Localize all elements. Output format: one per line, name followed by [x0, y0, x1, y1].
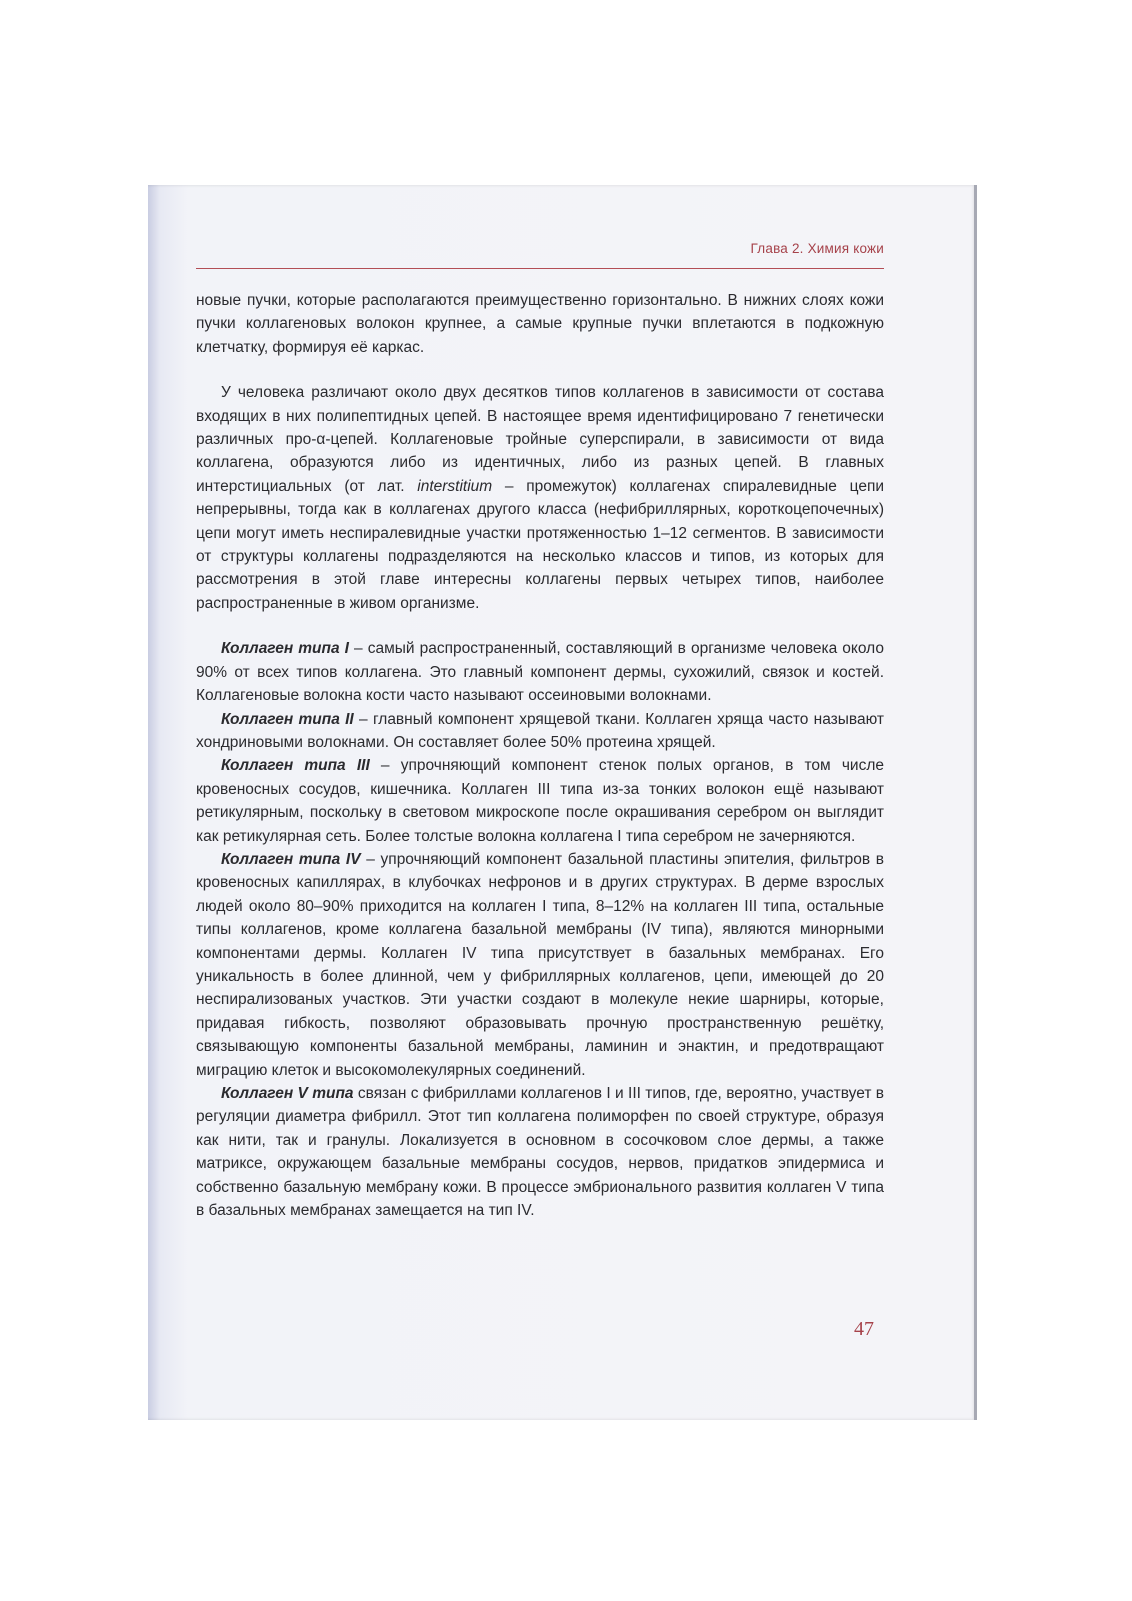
term-collagen-type-1: Коллаген типа I [221, 640, 349, 658]
paragraph-collagen-type-4 [196, 848, 884, 1082]
paragraph-text: У человека различают около двух десятков типов коллагенов в зависимости от состава входящих в них полипептидных цепей. В настоящее время идентифицировано 7 генетически различных про-α-цепей. Коллагеновые тройные суперспирали, в зависимости от вида коллагена, образуются либо из идентичных, либо из разных цепей. В главных интерстициальных (от лат. [196, 384, 884, 495]
latin-term: interstitium [417, 477, 493, 495]
running-head: Глава 2. Химия кожи [750, 241, 884, 256]
book-page [148, 185, 977, 1420]
paragraph-text: – главный компонент хрящевой ткани. Коллаген хряща часто называют хондриновыми волокнами. Он составляет более 50% протеина хрящей. [196, 710, 884, 751]
term-collagen-type-5: Коллаген V типа [221, 1085, 354, 1102]
term-collagen-type-3: Коллаген типа III [221, 757, 370, 775]
term-collagen-type-2: Коллаген типа II [221, 710, 354, 728]
paragraph-text: связан с фибриллами коллагенов I и III типов, где, вероятно, участвует в регуляции диаметра фибрилл. Этот тип коллагена полиморфен по своей структуре, образуя как нити, так и гранулы. Локализуется в основном в сосочковом слое дермы, а также матриксе, окружающем базальные мембраны сосудов, нервов, придатков эпидермиса и собственно базальную мембрану кожи. В процессе эмбрионального развития коллаген V типа в базальных мембранах замещается на тип IV. [196, 1085, 884, 1220]
header-rule [196, 268, 884, 269]
term-collagen-type-4: Коллаген типа IV [221, 850, 361, 868]
paragraph-collagen-type-1 [196, 637, 884, 707]
paragraph-collagen-type-2 [196, 708, 884, 755]
paragraph-text: – промежуток) коллагенах спиралевидные цепи непрерывны, тогда как в коллагенах другого класса (нефибриллярных, короткоцепочечных) цепи могут иметь неспиралевидные участки протяженностью 1–12 сегментов. В зависимости от структуры коллагены подразделяются на несколько классов и типов, из которых для рассмотрения в этой главе интересны коллагены первых четырех типов, наиболее распространенные в живом организме. [196, 477, 884, 612]
paragraph-text: – самый распространенный, составляющий в организме человека около 90% от всех типов коллагена. Это главный компонент дермы, сухожилий, связок и костей. Коллагеновые волокна кости часто называют оссеиновыми волокнами. [196, 640, 885, 705]
paragraph-text: – упрочняющий компонент стенок полых органов, в том числе кровеносных сосудов, кишечника. Коллаген III типа из-за тонких волокон ещё называют ретикулярным, поскольку в световом микроскопе после окрашивания серебром он выглядит как ретикулярная сеть. Более толстые волокна коллагена I типа серебром не зачерняются. [196, 757, 884, 845]
paragraph-collagen-type-5 [196, 1082, 884, 1222]
paragraph-continuation: новые пучки, которые располагаются преимущественно горизонтально. В нижних слоях кожи пучки коллагеновых волокон крупнее, а самые крупные пучки вплетаются в подкожную клетчатку, формируя её каркас. [196, 292, 884, 356]
page-number: 47 [854, 1318, 874, 1340]
paragraph-collagen-types [196, 381, 884, 615]
body-text [196, 289, 884, 1222]
paragraph-collagen-type-3 [196, 754, 884, 848]
paragraph-text: – упрочняющий компонент базальной пластины эпителия, фильтров в кровеносных капиллярах, в клубочках нефронов и в других структурах. В дерме взрослых людей около 80–90% приходится на коллаген I типа, 8–12% на коллаген III типа, остальные типы коллагенов, кроме коллагена базальной мембраны (IV типа), являются минорными компонентами дермы. Коллаген IV типа присутствует в базальных мембранах. Его уникальность в более длинной, чем у фибриллярных коллагенов, цепи, имеющей до 20 неспирализованых участков. Эти участки создают в молекуле некие шарниры, которые, придавая гибкость, позволяют образовывать прочную пространственную решётку, связывающую компоненты базальной мембраны, ламинин и энактин, и предотвращают миграцию клеток и высокомолекулярных соединений. [196, 850, 884, 1079]
